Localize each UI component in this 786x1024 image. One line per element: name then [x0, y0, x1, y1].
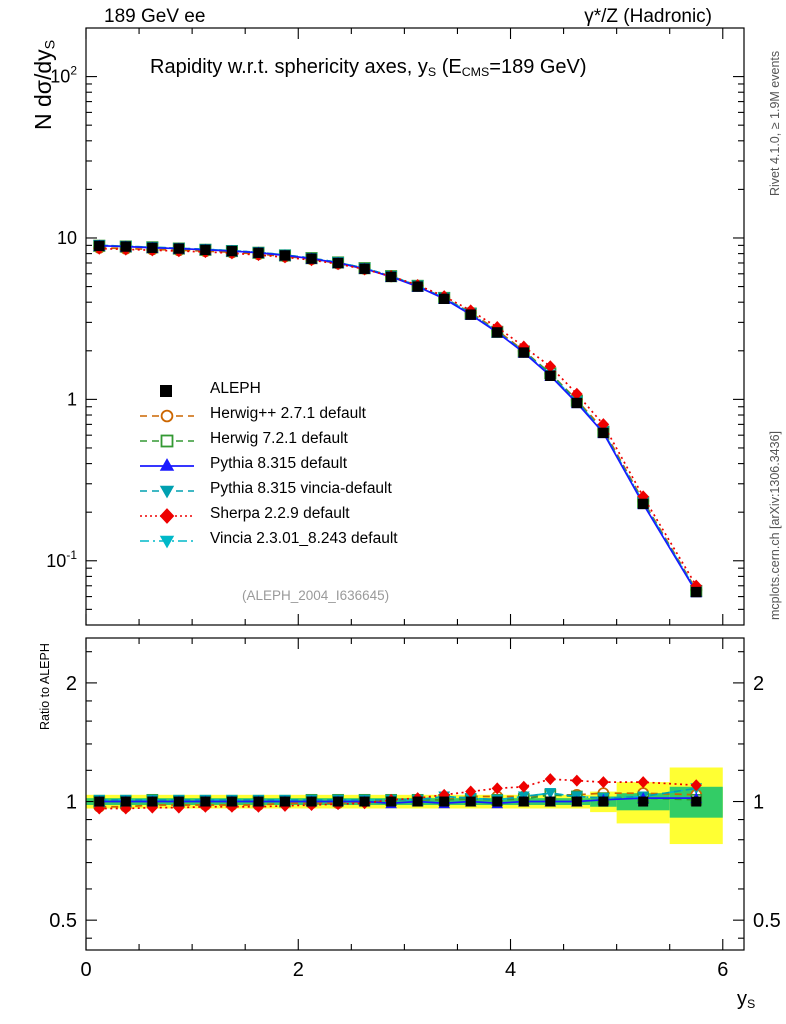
plot-title-part-b: (E [436, 56, 462, 78]
legend-label: Sherpa 2.2.9 default [210, 505, 350, 522]
series-marker-main [598, 428, 608, 438]
series-marker-ratio [227, 797, 237, 807]
rivet-version-label: Rivet 4.1.0, ≥ 1.9M events [768, 50, 782, 196]
series-marker-ratio [147, 797, 157, 807]
legend-label: Pythia 8.315 default [210, 455, 348, 472]
main-plot-frame [86, 28, 744, 625]
series-marker-ratio [518, 781, 529, 793]
legend-label: Pythia 8.315 vincia-default [210, 480, 392, 497]
y-tick-label-main: $10^{-1}$ [46, 547, 77, 571]
legend-label: Vincia 2.3.01_8.243 default [210, 530, 398, 547]
x-axis-label-text: y [737, 988, 747, 1010]
series-marker-main [519, 347, 529, 357]
series-marker-ratio [598, 797, 608, 807]
series-marker-main [572, 398, 582, 408]
series-marker-main [359, 264, 369, 274]
series-marker-ratio [545, 773, 556, 785]
series-marker-ratio [598, 776, 609, 788]
y-tick-label-ratio: 2 [65, 672, 77, 695]
series-marker-main [691, 587, 701, 597]
series-marker-main [227, 246, 237, 256]
series-marker-main [439, 294, 449, 304]
legend-label: Herwig++ 2.7.1 default [210, 405, 366, 422]
series-line-main [99, 245, 696, 591]
y-axis-label-ratio: Ratio to ALEPH [38, 643, 52, 730]
series-line-main [99, 245, 696, 591]
series-marker-ratio [571, 775, 582, 787]
series-marker-main [280, 250, 290, 260]
y-axis-label-main-sub: S [42, 39, 59, 50]
series-marker-ratio [253, 797, 263, 807]
legend-label: ALEPH [210, 380, 261, 397]
series-marker-main [412, 281, 422, 291]
y-axis-label-main-text: N dσ/dy [30, 49, 56, 130]
y-tick-label-ratio-right: 2 [753, 672, 765, 695]
series-marker-ratio [413, 797, 423, 807]
series-marker-ratio [360, 797, 370, 807]
series-marker-ratio [572, 797, 582, 807]
series-marker-main [306, 253, 316, 263]
y-tick-label-ratio-right: 1 [753, 791, 765, 814]
y-tick-label-ratio: 0.5 [49, 910, 77, 933]
series-marker-ratio [174, 797, 184, 807]
series-marker-ratio [386, 797, 396, 807]
series-marker-main [333, 258, 343, 268]
series-marker-ratio [466, 797, 476, 807]
plot-title-part-a: Rapidity w.r.t. sphericity axes, y [150, 56, 428, 78]
series-marker-ratio [307, 797, 317, 807]
series-marker-main [386, 272, 396, 282]
series-line-main [99, 246, 696, 592]
series-marker-ratio [94, 797, 104, 807]
series-marker-main [174, 243, 184, 253]
y-tick-label-ratio: 1 [65, 791, 77, 814]
series-marker-ratio [638, 797, 648, 807]
series-marker-main [200, 245, 210, 255]
plot-title-part-c: =189 GeV) [489, 56, 587, 78]
series-marker-ratio [492, 797, 502, 807]
series-marker-main [253, 248, 263, 258]
series-marker-main [466, 309, 476, 319]
series-marker-main [638, 499, 648, 509]
series-marker-ratio [121, 797, 131, 807]
x-tick-label: 2 [292, 959, 304, 981]
series-marker-main [121, 241, 131, 251]
x-tick-label: 0 [80, 959, 92, 981]
y-tick-label-ratio-right: 0.5 [753, 910, 781, 933]
y-tick-label-main: 1 [66, 389, 77, 410]
header-left-label: 189 GeV ee [104, 6, 206, 27]
series-marker-ratio [333, 797, 343, 807]
series-marker-main [94, 241, 104, 251]
plot-title-sub-cms: CMS [461, 65, 490, 80]
series-marker-main [545, 371, 555, 381]
series-marker-ratio [545, 797, 555, 807]
series-line-main [99, 248, 696, 590]
series-line-main [99, 249, 696, 586]
y-tick-label-main: 10 [56, 227, 77, 248]
y-tick-label-main: $10^2$ [50, 63, 77, 87]
arxiv-reference-label: mcplots.cern.ch [arXiv:1306.3436] [768, 431, 782, 620]
analysis-id-watermark: (ALEPH_2004_I636645) [242, 588, 390, 603]
legend-label: Herwig 7.2.1 default [210, 430, 348, 447]
plot-title-sub-s: S [427, 65, 437, 80]
series-marker-ratio [439, 797, 449, 807]
x-tick-label: 6 [717, 959, 729, 981]
series-marker-ratio [200, 797, 210, 807]
series-marker-ratio [280, 797, 290, 807]
x-axis-label-sub: S [747, 997, 756, 1012]
series-marker-main [147, 243, 157, 253]
series-marker-main [492, 327, 502, 337]
series-marker-ratio [519, 797, 529, 807]
header-right-label: γ*/Z (Hadronic) [584, 6, 712, 27]
series-marker-ratio [691, 797, 701, 807]
series-line-main [99, 246, 696, 591]
x-tick-label: 4 [504, 959, 517, 981]
